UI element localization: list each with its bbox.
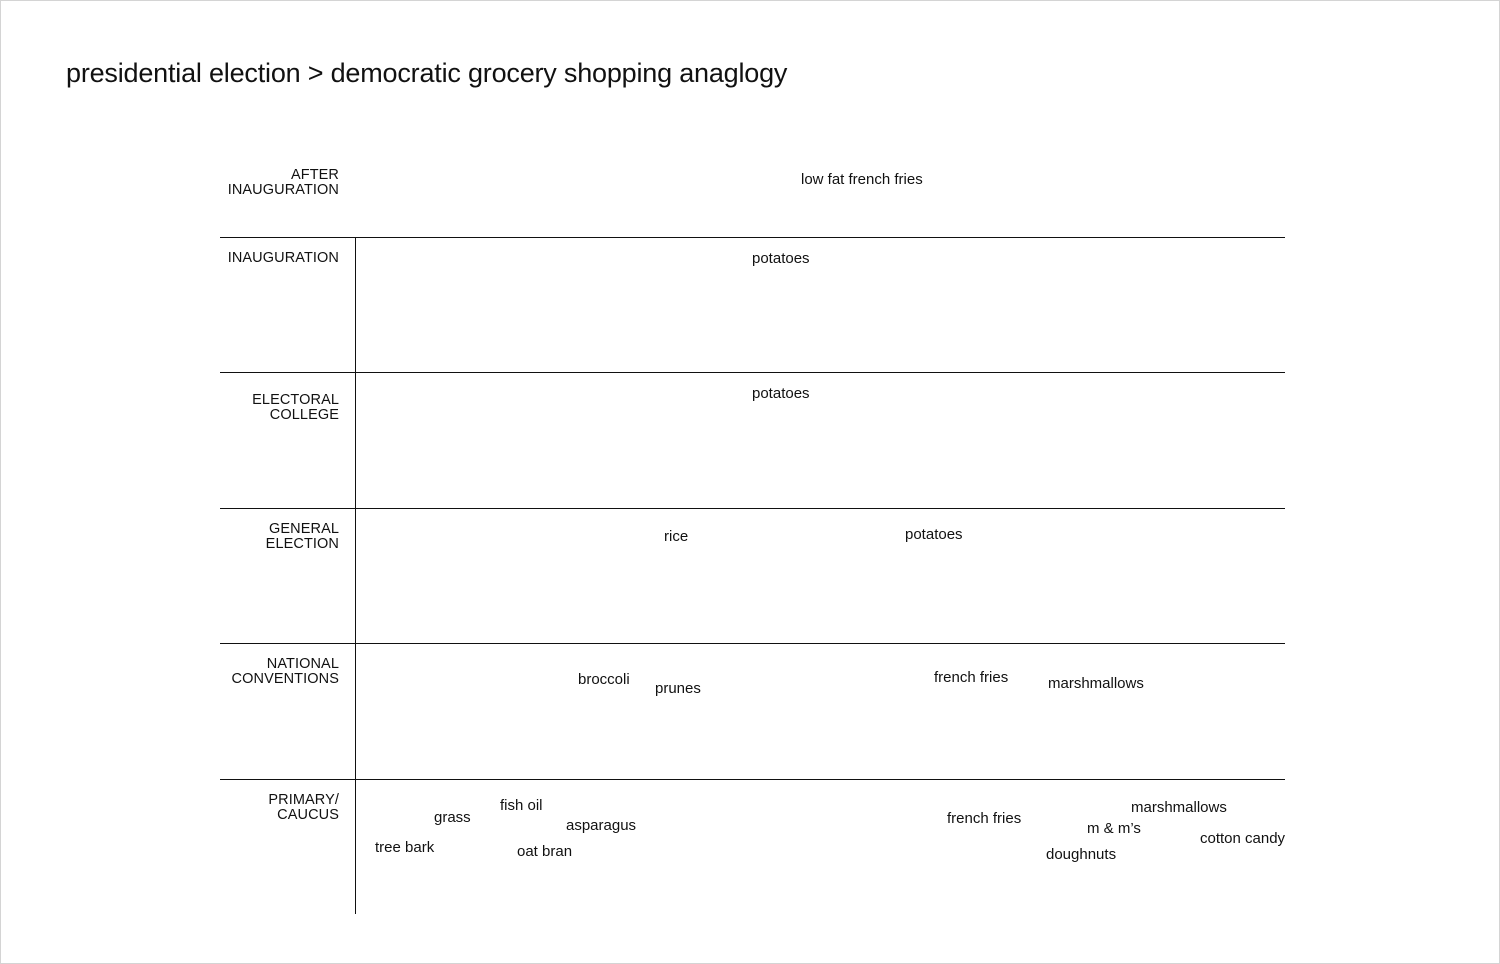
stage-label-national-conventions: NATIONAL CONVENTIONS [231, 656, 339, 687]
food-item: asparagus [566, 817, 637, 834]
food-item: rice [664, 528, 689, 545]
divider-electoral-college [220, 372, 1285, 373]
food-item: potatoes [752, 250, 810, 267]
food-item: broccoli [578, 671, 630, 688]
divider-primary-caucus [220, 779, 1285, 780]
stage-label-after-inauguration: AFTER INAUGURATION [227, 167, 339, 198]
food-item: potatoes [752, 385, 810, 402]
food-item: marshmallows [1131, 799, 1227, 816]
divider-inauguration [220, 237, 1285, 238]
food-item: tree bark [375, 839, 435, 856]
food-item: french fries [934, 669, 1009, 686]
page-title: presidential election > democratic grocery shopping anaglogy [66, 58, 788, 88]
stage-label-inauguration: INAUGURATION [227, 250, 339, 266]
food-item: marshmallows [1048, 675, 1144, 692]
divider-general-election [220, 508, 1285, 509]
food-item: low fat french fries [801, 171, 923, 188]
food-item: french fries [947, 810, 1022, 827]
divider-national-conventions [220, 643, 1285, 644]
stage-label-primary-caucus: PRIMARY/ CAUCUS [268, 792, 339, 823]
food-item: grass [434, 809, 471, 826]
stage-label-electoral-college: ELECTORAL COLLEGE [252, 392, 339, 423]
vertical-axis-line [355, 237, 356, 914]
food-item: cotton candy [1200, 830, 1286, 847]
food-item: doughnuts [1046, 846, 1117, 863]
food-item: fish oil [500, 797, 543, 814]
food-item: oat bran [517, 843, 573, 860]
food-item: potatoes [905, 526, 963, 543]
stage-label-general-election: GENERAL ELECTION [265, 521, 339, 552]
food-item: prunes [655, 680, 701, 697]
food-item: m & m’s [1087, 820, 1141, 837]
